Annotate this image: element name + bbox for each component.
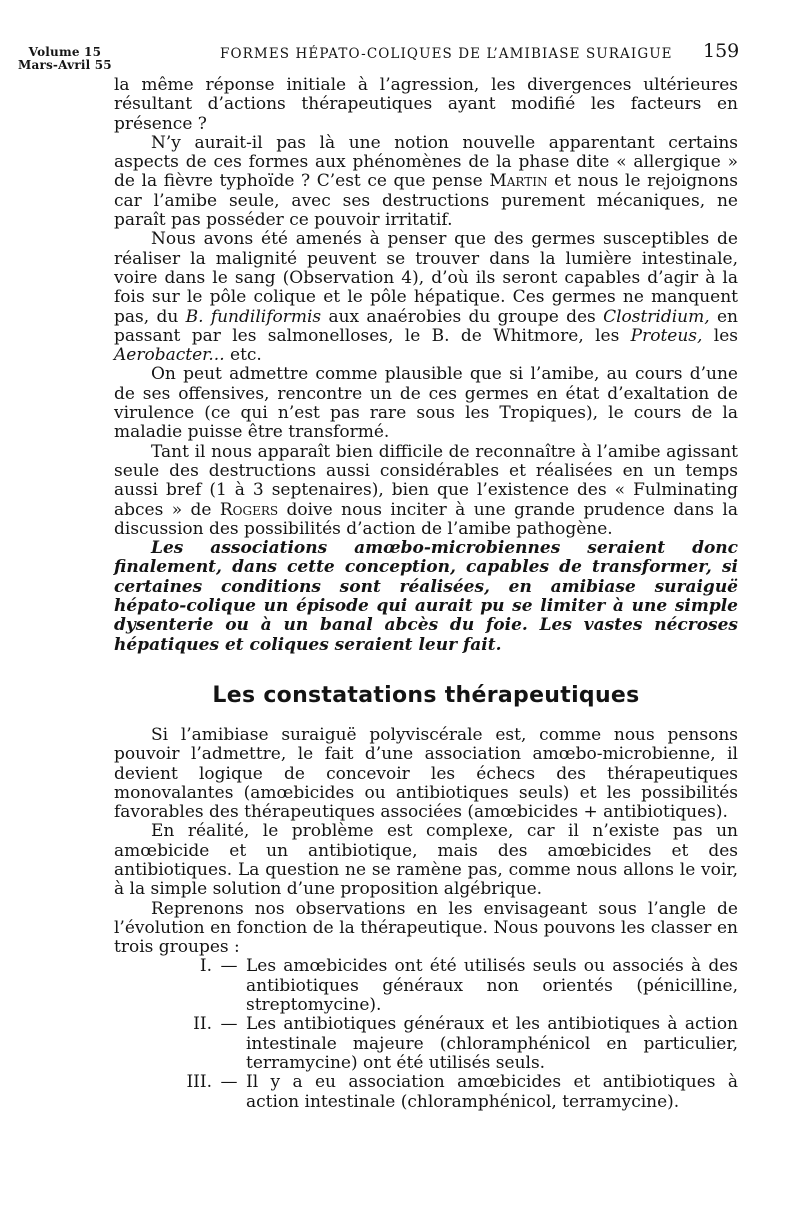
paragraph: Reprenons nos observations en les envisageant sous l’angle de l’évolution en fonction de la thérapeutique. Nous pouvons les classer en trois groupes : xyxy=(114,898,738,958)
section-heading: Les constatations thérapeutiques xyxy=(212,682,640,708)
running-title: FORMES HÉPATO-COLIQUES DE L’AMIBIASE SURAIGUE xyxy=(220,46,673,62)
paragraph: la même réponse initiale à l’agression, les divergences ultérieures résultant d’actions thérapeutiques ayant modifié les facteurs en présence ? xyxy=(114,75,738,134)
taxon-name: Aerobacter... xyxy=(114,345,225,366)
author-name: Rogers xyxy=(219,499,279,520)
conclusion-paragraph: Les associations amœbo-microbiennes seraient donc finalement, dans cette conception, capables de transformer, si certaines conditions sont réalisées, en amibiase suraiguë hépato-colique un épisode qui aurait pu se limiter à une simple dysenterie ou à un banal abcès du foie. Les vastes nécroses hépatiques et coliques seraient leur fait. xyxy=(114,538,738,655)
taxon-name: Clostridium, xyxy=(603,306,710,327)
list-dash: — xyxy=(220,1014,238,1035)
list-item xyxy=(114,1073,738,1112)
volume-info xyxy=(18,46,112,72)
list-item xyxy=(114,1015,738,1073)
paragraph: Tant il nous apparaît bien difficile de reconnaître à l’amibe agissant seule des destructions aussi considérables et réalisées en un temps aussi bref (1 à 3 septenaires), bien que l’existence des « Fulminating abces » de Rogers doive nous inciter à une grande prudence dans la discussion des possibilités d’action de l’amibe pathogène. xyxy=(114,441,738,539)
paragraph: On peut admettre comme plausible que si l’amibe, au cours d’une de ses offensives, rencontre un de ces germes en état d’exaltation de virulence (ce qui n’est pas rare sous les Tropiques), le cours de la maladie puisse être transformé. xyxy=(114,364,738,443)
list-number: I. xyxy=(199,956,212,977)
group-list xyxy=(114,957,738,1111)
taxon-name: Proteus, xyxy=(630,325,703,346)
volume-label: Volume 15 xyxy=(28,45,102,59)
paragraph: Si l’amibiase suraiguë polyviscérale est, comme nous pensons pouvoir l’admettre, le fait d’une association amœbo-microbienne, il devient logique de concevoir les échecs des thérapeutiques monovalantes (amœbicides ou antibiotiques seuls) et les possibilités favorables des thérapeutiques associées (amœbicides + antibiotiques). xyxy=(114,724,738,823)
list-text: Les antibiotiques généraux et les antibiotiques à action intestinale majeure (chloramphénicol en particulier, terramycine) ont été utilisés seuls. xyxy=(246,1014,738,1073)
article-body xyxy=(114,76,738,1112)
list-text: Les amœbicides ont été utilisés seuls ou associés à des antibiotiques généraux non orientés (pénicilline, streptomycine). xyxy=(246,956,738,1016)
page-number: 159 xyxy=(703,40,740,62)
paragraph: N’y aurait-il pas là une notion nouvelle apparentant certains aspects de ces formes aux phénomènes de la phase dite « allergique » de la fièvre typhoïde ? C’est ce que pense Martin et nous le rejoignons car l’amibe seule, avec ses destructions purement mécaniques, ne paraît pas posséder ce pouvoir irritatif. xyxy=(114,132,738,231)
list-dash: — xyxy=(220,956,238,977)
list-dash: — xyxy=(220,1072,238,1093)
author-name: Martin xyxy=(489,171,548,192)
list-number: II. xyxy=(193,1014,212,1035)
issue-date: Mars-Avril 55 xyxy=(18,58,112,72)
paragraph: En réalité, le problème est complexe, car il n’existe pas un amœbicide et un antibiotique, mais des amœbicides et des antibiotiques. La question ne se ramène pas, comme nous allons le voir, à la simple solution d’une proposition algébrique. xyxy=(114,821,738,900)
list-number: III. xyxy=(186,1072,212,1093)
list-item xyxy=(114,957,738,1015)
paragraph: Nous avons été amenés à penser que des germes susceptibles de réaliser la malignité peuvent se trouver dans la lumière intestinale, voire dans le sang (Observation 4), d’où ils seront capables d’agir à la fois sur le pôle colique et le pôle hépatique. Ces germes ne manquent pas, du B. fundiliformis aux anaérobies du groupe des Clostridium, en passant par les salmonelloses, le B. de Whitmore, les Proteus, les Aerobacter... etc. xyxy=(114,229,738,366)
list-text: Il y a eu association amœbicides et antibiotiques à action intestinale (chloramphénicol, terramycine). xyxy=(246,1072,738,1112)
taxon-name: B. fundiliformis xyxy=(185,306,322,327)
